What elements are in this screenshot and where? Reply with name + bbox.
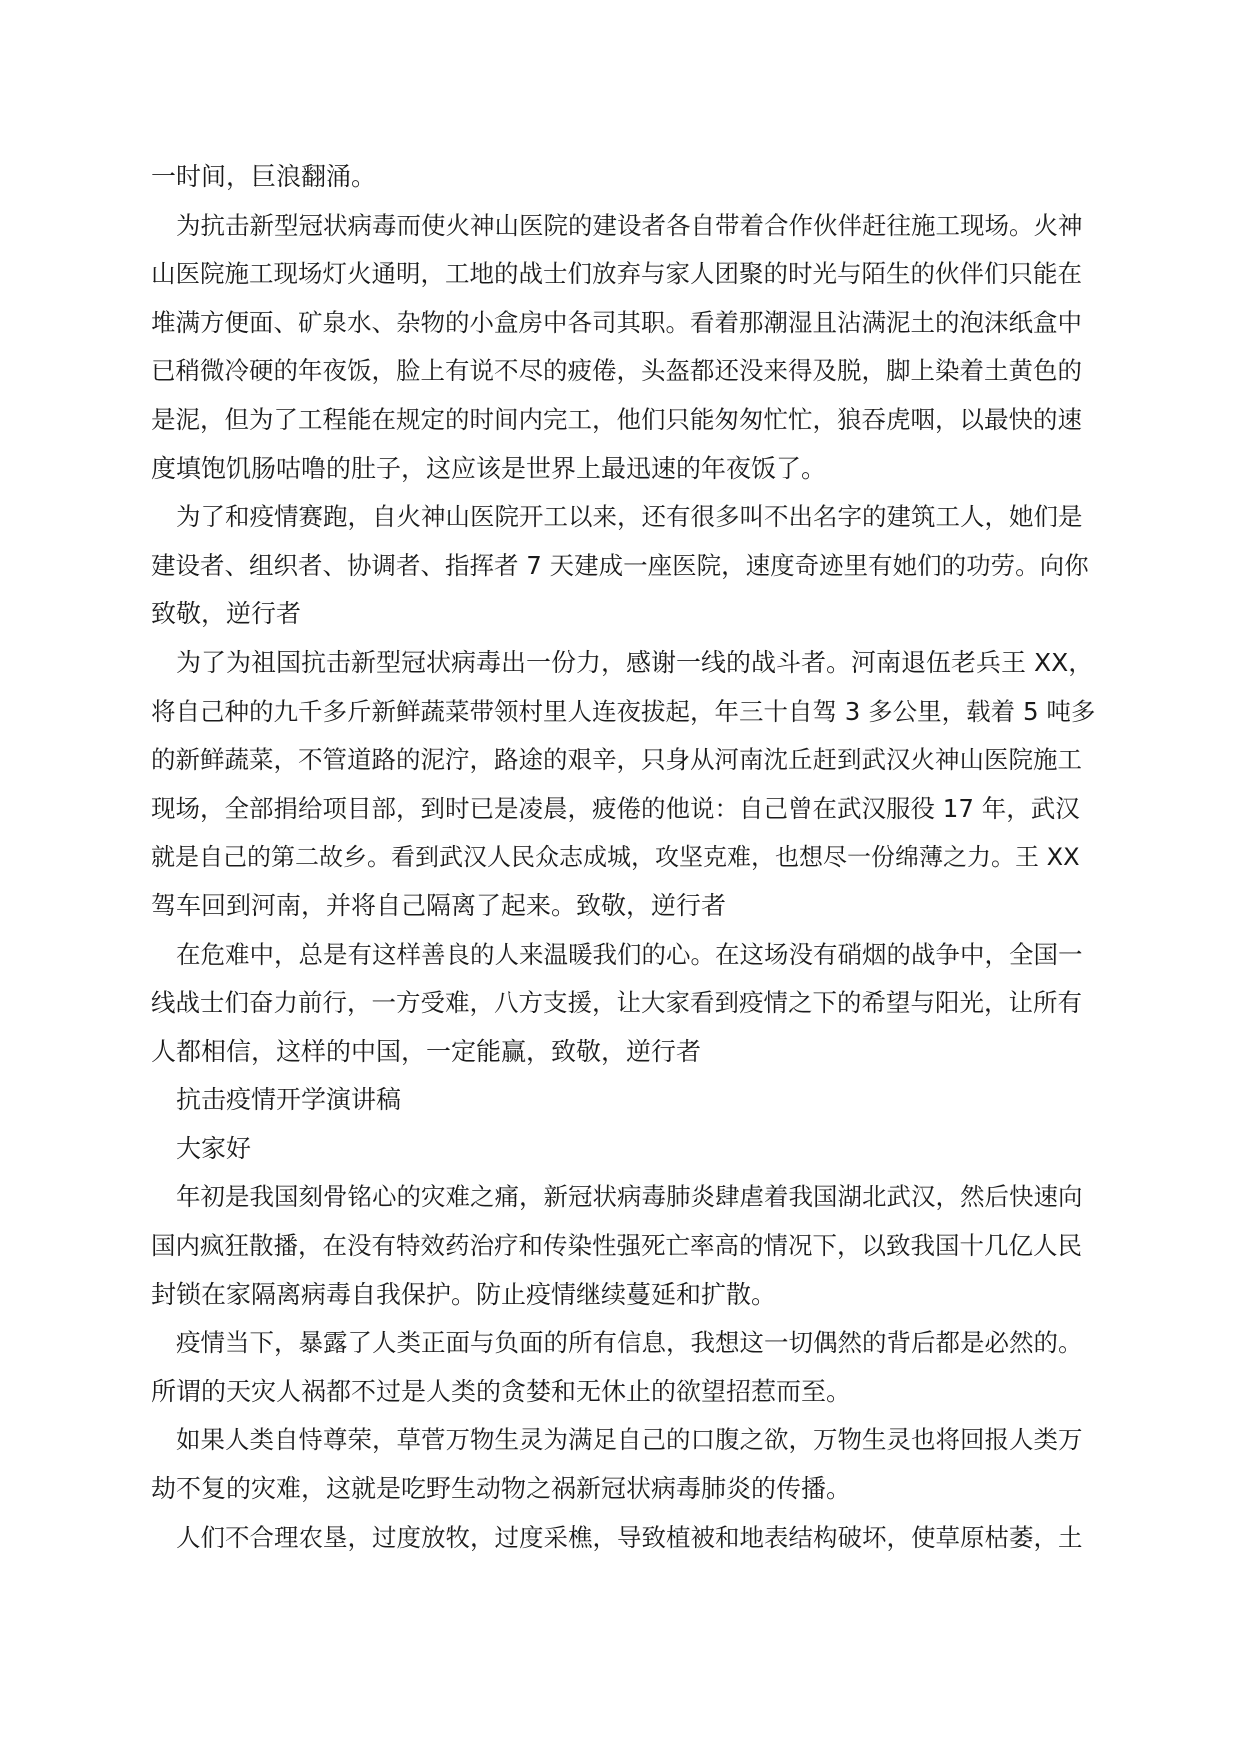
document-body xyxy=(151,153,1096,1562)
text-line: 为了为祖国抗击新型冠状病毒出一份力，感谢一线的战斗者。河南退伍老兵王 XX， xyxy=(176,647,1094,677)
text-line: 劫不复的灾难，这就是吃野生动物之祸新冠状病毒肺炎的传播。 xyxy=(151,1474,852,1504)
text-line: 国内疯狂散播，在没有特效药治疗和传染性强死亡率高的情况下，以致我国十几亿人民 xyxy=(151,1231,1082,1261)
text-line: 将自己种的九千多斤新鲜蔬菜带领村里人连夜拔起，年三十自驾 3 多公里，载着 5 吨多 xyxy=(151,696,1096,726)
section-heading: 抗击疫情开学演讲稿 xyxy=(176,1085,402,1115)
text-line: 驾车回到河南，并将自己隔离了起来。致敬，逆行者 xyxy=(151,890,727,920)
text-line: 年初是我国刻骨铭心的灾难之痛，新冠状病毒肺炎肆虐着我国湖北武汉，然后快速向 xyxy=(176,1182,1083,1212)
text-line: 在危难中，总是有这样善良的人来温暖我们的心。在这场没有硝烟的战争中，全国一 xyxy=(176,939,1083,969)
text-line: 建设者、组织者、协调者、指挥者 7 天建成一座医院，速度奇迹里有她们的功劳。向你 xyxy=(151,550,1089,580)
text-line: 的新鲜蔬菜，不管道路的泥泞，路途的艰辛，只身从河南沈丘赶到武汉火神山医院施工 xyxy=(151,745,1082,775)
text-line: 现场，全部捐给项目部，到时已是凌晨，疲倦的他说：自己曾在武汉服役 17 年，武汉 xyxy=(151,793,1080,823)
text-line: 致敬，逆行者 xyxy=(151,599,302,629)
text-line: 人都相信，这样的中国，一定能赢，致敬，逆行者 xyxy=(151,1036,702,1066)
text-line: 封锁在家隔离病毒自我保护。防止疫情继续蔓延和扩散。 xyxy=(151,1279,777,1309)
text-line: 线战士们奋力前行，一方受难，八方支援，让大家看到疫情之下的希望与阳光，让所有 xyxy=(151,988,1082,1018)
text-line: 为抗击新型冠状病毒而使火神山医院的建设者各自带着合作伙伴赶往施工现场。火神 xyxy=(176,210,1083,240)
text-line: 是泥，但为了工程能在规定的时间内完工，他们只能匆匆忙忙，狼吞虎咽，以最快的速 xyxy=(151,404,1082,434)
text-line: 为了和疫情赛跑，自火神山医院开工以来，还有很多叫不出名字的建筑工人，她们是 xyxy=(176,502,1083,532)
text-line: 人们不合理农垦，过度放牧，过度采樵，导致植被和地表结构破坏，使草原枯萎，土 xyxy=(176,1522,1083,1552)
text-line: 一时间，巨浪翻涌。 xyxy=(151,162,377,191)
text-line: 就是自己的第二故乡。看到武汉人民众志成城，攻坚克难，也想尽一份绵薄之力。王 XX xyxy=(151,843,1080,872)
text-line: 疫情当下，暴露了人类正面与负面的所有信息，我想这一切偶然的背后都是必然的。 xyxy=(176,1328,1083,1358)
text-line: 如果人类自恃尊荣，草菅万物生灵为满足自己的口腹之欲，万物生灵也将回报人类万 xyxy=(176,1425,1083,1455)
text-line: 所谓的天灾人祸都不过是人类的贪婪和无休止的欲望招惹而至。 xyxy=(151,1376,852,1406)
text-line: 堆满方便面、矿泉水、杂物的小盒房中各司其职。看着那潮湿且沾满泥土的泡沫纸盒中 xyxy=(151,307,1082,337)
greeting: 大家好 xyxy=(176,1133,252,1163)
text-line: 已稍微冷硬的年夜饭，脸上有说不尽的疲倦，头盔都还没来得及脱，脚上染着土黄色的 xyxy=(151,356,1082,386)
text-line: 度填饱饥肠咕噜的肚子，这应该是世界上最迅速的年夜饭了。 xyxy=(151,453,827,483)
text-line: 山医院施工现场灯火通明，工地的战士们放弃与家人团聚的时光与陌生的伙伴们只能在 xyxy=(151,259,1082,289)
